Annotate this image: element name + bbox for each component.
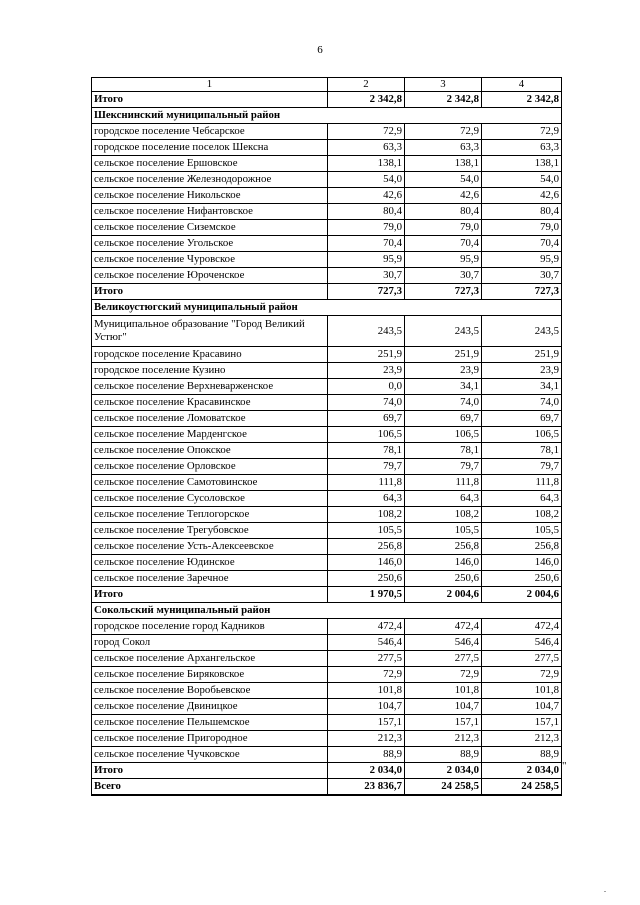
settlement-name: городское поселение Красавино	[92, 347, 328, 363]
amount-column-2: 88,9	[328, 747, 405, 763]
table-row	[92, 395, 562, 411]
settlement-name: сельское поселение Заречное	[92, 571, 328, 587]
amount-column-2: 23 836,7	[328, 779, 405, 796]
amount-column-2: 30,7	[328, 268, 405, 284]
amount-column-2: 70,4	[328, 236, 405, 252]
amount-column-3: 74,0	[405, 395, 482, 411]
settlement-name: сельское поселение Сиземское	[92, 220, 328, 236]
table-row	[92, 555, 562, 571]
amount-column-2: 1 970,5	[328, 587, 405, 603]
amount-column-3: 546,4	[405, 635, 482, 651]
settlement-name: Муниципальное образование "Город Великий Устюг"	[92, 316, 328, 347]
amount-column-2: 104,7	[328, 699, 405, 715]
amount-column-3: 277,5	[405, 651, 482, 667]
table-row	[92, 651, 562, 667]
amount-column-2: 80,4	[328, 204, 405, 220]
table-row	[92, 124, 562, 140]
amount-column-4: 111,8	[482, 475, 562, 491]
settlement-name: сельское поселение Красавинское	[92, 395, 328, 411]
amount-column-3: 70,4	[405, 236, 482, 252]
table-row	[92, 220, 562, 236]
amount-column-2: 101,8	[328, 683, 405, 699]
table-row	[92, 523, 562, 539]
amount-column-4: 80,4	[482, 204, 562, 220]
amount-column-3: 472,4	[405, 619, 482, 635]
table-row	[92, 188, 562, 204]
settlement-name: Всего	[92, 779, 328, 796]
amount-column-4: 79,7	[482, 459, 562, 475]
amount-column-3: 256,8	[405, 539, 482, 555]
subtotal-row	[92, 92, 562, 108]
settlement-name: городское поселение Чебсарское	[92, 124, 328, 140]
settlement-name: Итого	[92, 587, 328, 603]
amount-column-3: 212,3	[405, 731, 482, 747]
settlement-name: сельское поселение Двиницкое	[92, 699, 328, 715]
amount-column-3: 79,0	[405, 220, 482, 236]
amount-column-2: 72,9	[328, 667, 405, 683]
amount-column-4: 104,7	[482, 699, 562, 715]
subtotal-row	[92, 587, 562, 603]
column-header-4: 4	[482, 78, 562, 92]
settlement-name: сельское поселение Усть-Алексеевское	[92, 539, 328, 555]
amount-column-3: 79,7	[405, 459, 482, 475]
amount-column-4: 727,3	[482, 284, 562, 300]
amount-column-4: 546,4	[482, 635, 562, 651]
column-header-3: 3	[405, 78, 482, 92]
amount-column-2: 2 342,8	[328, 92, 405, 108]
settlement-name: сельское поселение Верхневарженское	[92, 379, 328, 395]
amount-column-4: 138,1	[482, 156, 562, 172]
amount-column-2: 111,8	[328, 475, 405, 491]
amount-column-3: 78,1	[405, 443, 482, 459]
amount-column-3: 64,3	[405, 491, 482, 507]
settlement-name: сельское поселение Биряковское	[92, 667, 328, 683]
amount-column-3: 104,7	[405, 699, 482, 715]
amount-column-3: 251,9	[405, 347, 482, 363]
table-row	[92, 715, 562, 731]
amount-column-4: 54,0	[482, 172, 562, 188]
amount-column-2: 138,1	[328, 156, 405, 172]
settlement-name: сельское поселение Теплогорское	[92, 507, 328, 523]
table-row	[92, 379, 562, 395]
amount-column-2: 108,2	[328, 507, 405, 523]
amount-column-3: 54,0	[405, 172, 482, 188]
settlement-name: сельское поселение Никольское	[92, 188, 328, 204]
column-header-2: 2	[328, 78, 405, 92]
amount-column-3: 157,1	[405, 715, 482, 731]
amount-column-3: 2 034,0	[405, 763, 482, 779]
amount-column-2: 546,4	[328, 635, 405, 651]
amount-column-4: 88,9	[482, 747, 562, 763]
amount-column-2: 105,5	[328, 523, 405, 539]
column-number-header-row	[92, 78, 562, 92]
grand-total-row	[92, 779, 562, 796]
amount-column-3: 95,9	[405, 252, 482, 268]
table-row	[92, 619, 562, 635]
settlement-name: сельское поселение Опокское	[92, 443, 328, 459]
amount-column-4: 157,1	[482, 715, 562, 731]
amount-column-4: 108,2	[482, 507, 562, 523]
amount-column-2: 64,3	[328, 491, 405, 507]
amount-column-4: 251,9	[482, 347, 562, 363]
settlement-name: сельское поселение Нифантовское	[92, 204, 328, 220]
amount-column-4: 34,1	[482, 379, 562, 395]
amount-column-2: 95,9	[328, 252, 405, 268]
amount-column-4: 70,4	[482, 236, 562, 252]
amount-column-3: 138,1	[405, 156, 482, 172]
amount-column-3: 63,3	[405, 140, 482, 156]
district-name: Шекснинский муниципальный район	[92, 108, 562, 124]
settlement-name: сельское поселение Железнодорожное	[92, 172, 328, 188]
amount-column-3: 727,3	[405, 284, 482, 300]
amount-column-4: 23,9	[482, 363, 562, 379]
table-row	[92, 268, 562, 284]
page-number: 6	[317, 44, 323, 56]
table-row	[92, 427, 562, 443]
district-heading-row	[92, 108, 562, 124]
amount-column-3: 34,1	[405, 379, 482, 395]
amount-column-4: 95,9	[482, 252, 562, 268]
amount-column-4: 472,4	[482, 619, 562, 635]
amount-column-4: 277,5	[482, 651, 562, 667]
subtotal-row	[92, 763, 562, 779]
settlement-name: сельское поселение Трегубовское	[92, 523, 328, 539]
amount-column-2: 146,0	[328, 555, 405, 571]
settlement-name: сельское поселение Чуровское	[92, 252, 328, 268]
settlement-name: городское поселение поселок Шексна	[92, 140, 328, 156]
table-row	[92, 172, 562, 188]
table-row	[92, 204, 562, 220]
amount-column-2: 727,3	[328, 284, 405, 300]
amount-column-2: 42,6	[328, 188, 405, 204]
table-body	[92, 78, 562, 796]
amount-column-3: 250,6	[405, 571, 482, 587]
amount-column-2: 74,0	[328, 395, 405, 411]
table-row	[92, 747, 562, 763]
district-name: Сокольский муниципальный район	[92, 603, 562, 619]
amount-column-2: 23,9	[328, 363, 405, 379]
table-row	[92, 347, 562, 363]
amount-column-2: 472,4	[328, 619, 405, 635]
settlement-name: сельское поселение Самотовинское	[92, 475, 328, 491]
settlement-name: сельское поселение Юдинское	[92, 555, 328, 571]
amount-column-2: 2 034,0	[328, 763, 405, 779]
settlement-name: сельское поселение Марденгское	[92, 427, 328, 443]
amount-column-3: 42,6	[405, 188, 482, 204]
amount-column-3: 101,8	[405, 683, 482, 699]
amount-column-2: 250,6	[328, 571, 405, 587]
amount-column-3: 106,5	[405, 427, 482, 443]
amount-column-2: 79,0	[328, 220, 405, 236]
table-row	[92, 491, 562, 507]
amount-column-4: 101,8	[482, 683, 562, 699]
settlement-name: сельское поселение Орловское	[92, 459, 328, 475]
table-row	[92, 635, 562, 651]
allocation-table	[91, 77, 562, 796]
amount-column-2: 251,9	[328, 347, 405, 363]
amount-column-2: 79,7	[328, 459, 405, 475]
amount-column-4: 79,0	[482, 220, 562, 236]
district-heading-row	[92, 603, 562, 619]
amount-column-3: 24 258,5	[405, 779, 482, 796]
table-row	[92, 443, 562, 459]
amount-column-4: 2 034,0	[482, 763, 562, 779]
amount-column-4: 63,3	[482, 140, 562, 156]
district-heading-row	[92, 300, 562, 316]
amount-column-3: 2 342,8	[405, 92, 482, 108]
amount-column-2: 256,8	[328, 539, 405, 555]
amount-column-3: 146,0	[405, 555, 482, 571]
amount-column-4: 64,3	[482, 491, 562, 507]
amount-column-4: 24 258,5	[482, 779, 562, 796]
table-row	[92, 475, 562, 491]
amount-column-4: 212,3	[482, 731, 562, 747]
amount-column-2: 63,3	[328, 140, 405, 156]
amount-column-4: 69,7	[482, 411, 562, 427]
settlement-name: сельское поселение Пригородное	[92, 731, 328, 747]
settlement-name: городское поселение город Кадников	[92, 619, 328, 635]
amount-column-2: 212,3	[328, 731, 405, 747]
amount-column-3: 111,8	[405, 475, 482, 491]
table-row	[92, 699, 562, 715]
amount-column-2: 72,9	[328, 124, 405, 140]
table-row	[92, 252, 562, 268]
table-row	[92, 667, 562, 683]
amount-column-4: 42,6	[482, 188, 562, 204]
table-row	[92, 363, 562, 379]
settlement-name: сельское поселение Чучковское	[92, 747, 328, 763]
amount-column-2: 78,1	[328, 443, 405, 459]
amount-column-4: 78,1	[482, 443, 562, 459]
amount-column-2: 0,0	[328, 379, 405, 395]
settlement-name: Итого	[92, 284, 328, 300]
amount-column-4: 2 342,8	[482, 92, 562, 108]
settlement-name: сельское поселение Угольское	[92, 236, 328, 252]
amount-column-4: 74,0	[482, 395, 562, 411]
settlement-name: сельское поселение Пельшемское	[92, 715, 328, 731]
amount-column-3: 80,4	[405, 204, 482, 220]
amount-column-4: 72,9	[482, 667, 562, 683]
footer-mark: .	[604, 885, 606, 894]
amount-column-3: 105,5	[405, 523, 482, 539]
amount-column-2: 54,0	[328, 172, 405, 188]
settlement-name: сельское поселение Воробьевское	[92, 683, 328, 699]
table-row	[92, 507, 562, 523]
amount-column-4: 2 004,6	[482, 587, 562, 603]
table-row	[92, 236, 562, 252]
amount-column-4: 243,5	[482, 316, 562, 347]
amount-column-3: 243,5	[405, 316, 482, 347]
amount-column-2: 243,5	[328, 316, 405, 347]
settlement-name: Итого	[92, 92, 328, 108]
amount-column-4: 72,9	[482, 124, 562, 140]
amount-column-4: 105,5	[482, 523, 562, 539]
column-header-1: 1	[92, 78, 328, 92]
amount-column-4: 250,6	[482, 571, 562, 587]
table-row	[92, 411, 562, 427]
table-row	[92, 459, 562, 475]
table-row	[92, 683, 562, 699]
amount-column-2: 277,5	[328, 651, 405, 667]
amount-column-2: 157,1	[328, 715, 405, 731]
amount-column-3: 2 004,6	[405, 587, 482, 603]
amount-column-3: 23,9	[405, 363, 482, 379]
amount-column-3: 69,7	[405, 411, 482, 427]
amount-column-3: 108,2	[405, 507, 482, 523]
settlement-name: сельское поселение Ломоватское	[92, 411, 328, 427]
settlement-name: сельское поселение Ершовское	[92, 156, 328, 172]
amount-column-2: 69,7	[328, 411, 405, 427]
amount-column-3: 88,9	[405, 747, 482, 763]
amount-column-4: 256,8	[482, 539, 562, 555]
amount-column-4: 106,5	[482, 427, 562, 443]
settlement-name: городское поселение Кузино	[92, 363, 328, 379]
amount-column-4: 146,0	[482, 555, 562, 571]
settlement-name: сельское поселение Архангельское	[92, 651, 328, 667]
amount-column-3: 72,9	[405, 667, 482, 683]
amount-column-3: 30,7	[405, 268, 482, 284]
table-row	[92, 731, 562, 747]
table-row	[92, 140, 562, 156]
district-name: Великоустюгский муниципальный район	[92, 300, 562, 316]
table-row	[92, 156, 562, 172]
subtotal-row	[92, 284, 562, 300]
table-row	[92, 571, 562, 587]
settlement-name: город Сокол	[92, 635, 328, 651]
settlement-name: сельское поселение Юроченское	[92, 268, 328, 284]
amount-column-3: 72,9	[405, 124, 482, 140]
table-row	[92, 539, 562, 555]
settlement-name: Итого	[92, 763, 328, 779]
amount-column-2: 106,5	[328, 427, 405, 443]
table-row	[92, 316, 562, 347]
amount-column-4: 30,7	[482, 268, 562, 284]
closing-quote-mark: "	[562, 760, 567, 772]
settlement-name: сельское поселение Сусоловское	[92, 491, 328, 507]
